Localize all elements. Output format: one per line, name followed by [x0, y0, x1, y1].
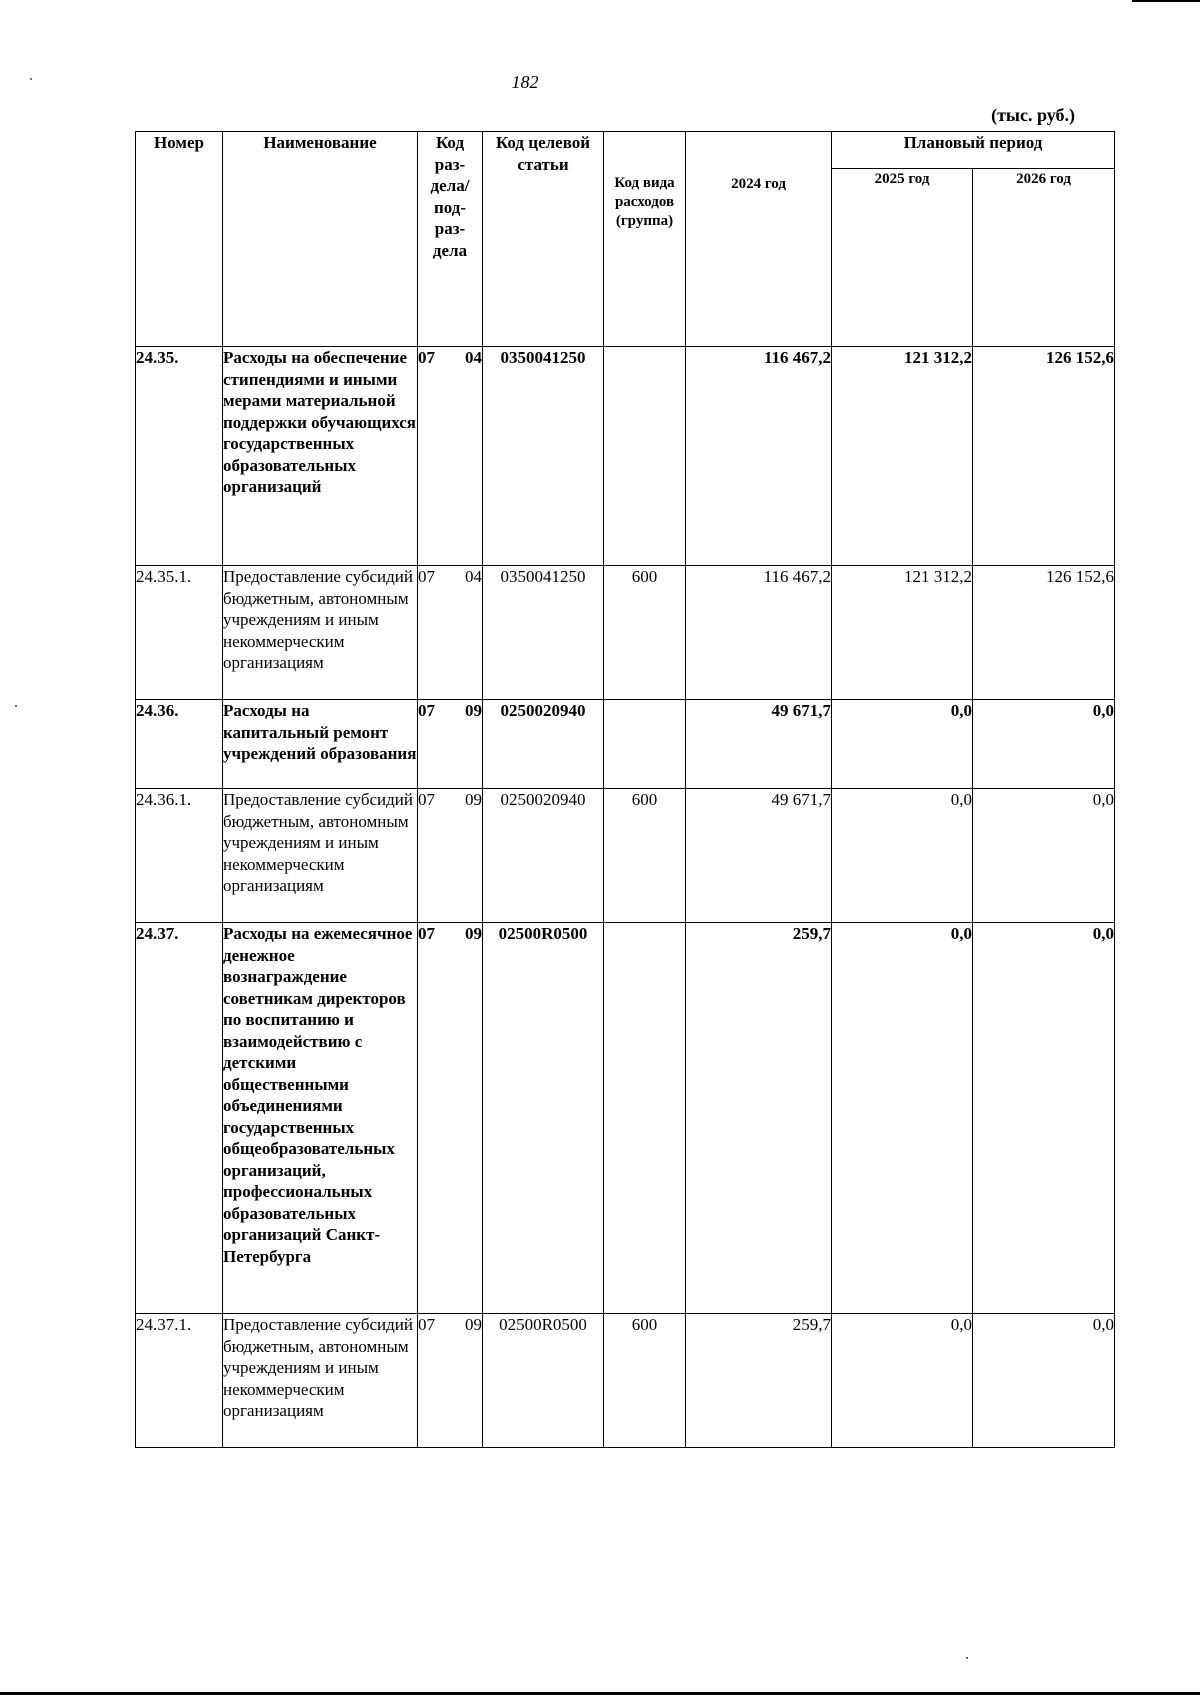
header-number: Номер: [136, 132, 223, 347]
header-2024: 2024 год: [686, 132, 832, 347]
row-amount-2025: 0,0: [832, 700, 973, 789]
row-section-code: [418, 700, 483, 789]
row-name: Предоставление субсидий бюджетным, автономным учреждениям и иным некоммерческим организациям: [223, 789, 418, 923]
row-amount-2026: 0,0: [973, 923, 1115, 1314]
row-amount-2024: 49 671,7: [686, 700, 832, 789]
row-section: 07: [418, 348, 435, 367]
row-amount-2026: 0,0: [973, 700, 1115, 789]
header-2025: 2025 год: [832, 169, 973, 347]
row-amount-2026: 0,0: [973, 789, 1115, 923]
table-row: [136, 566, 1115, 700]
row-name: Расходы на капитальный ремонт учреждений образования: [223, 700, 418, 789]
row-amount-2025: 0,0: [832, 789, 973, 923]
row-section: 07: [418, 567, 435, 586]
row-number: 24.36.1.: [136, 789, 223, 923]
header-2026: 2026 год: [973, 169, 1115, 347]
row-target-code: 02500R0500: [483, 923, 604, 1314]
table-row: [136, 700, 1115, 789]
row-number: 24.35.: [136, 347, 223, 566]
row-target-code: 0250020940: [483, 700, 604, 789]
row-name: Расходы на обеспечение стипендиями и иными мерами материальной поддержки обучающихся государственных образовательных организаций: [223, 347, 418, 566]
table-row: [136, 923, 1115, 1314]
table-row: [136, 347, 1115, 566]
row-expense-kind: [604, 923, 686, 1314]
row-subsection: 04: [465, 567, 482, 586]
header-expense-kind: Код вида расходов (группа): [604, 132, 686, 347]
row-amount-2025: 121 312,2: [832, 347, 973, 566]
row-number: 24.35.1.: [136, 566, 223, 700]
row-subsection: 09: [465, 790, 482, 809]
row-name: Предоставление субсидий бюджетным, автономным учреждениям и иным некоммерческим организациям: [223, 566, 418, 700]
table-row: [136, 1314, 1115, 1448]
row-section: 07: [418, 1315, 435, 1334]
table-row: [136, 789, 1115, 923]
header-name: Наименование: [223, 132, 418, 347]
row-subsection: 09: [465, 924, 482, 943]
row-amount-2024: 259,7: [686, 923, 832, 1314]
row-name: Расходы на ежемесячное денежное вознаграждение советникам директоров по воспитанию и взаимодействию с детскими общественными объединениями государственных общеобразовательных организаций, профессиональных образовательных организаций Санкт-Петербурга: [223, 923, 418, 1314]
row-expense-kind: 600: [604, 789, 686, 923]
row-number: 24.37.: [136, 923, 223, 1314]
row-subsection: 09: [465, 701, 482, 720]
row-amount-2026: 126 152,6: [973, 566, 1115, 700]
row-section-code: [418, 566, 483, 700]
row-amount-2024: 116 467,2: [686, 347, 832, 566]
scan-speck: [15, 705, 17, 707]
row-expense-kind: [604, 700, 686, 789]
row-section: 07: [418, 701, 435, 720]
row-expense-kind: [604, 347, 686, 566]
row-target-code: 02500R0500: [483, 1314, 604, 1448]
row-section-code: [418, 923, 483, 1314]
row-section-code: [418, 347, 483, 566]
scan-speck: [966, 1657, 968, 1659]
row-target-code: 0250020940: [483, 789, 604, 923]
row-section: 07: [418, 790, 435, 809]
header-section-code: Код раз- дела/ под- раз- дела: [418, 132, 483, 347]
row-amount-2024: 259,7: [686, 1314, 832, 1448]
header-row: [136, 132, 1115, 169]
scan-edge-top-right: [1132, 0, 1200, 2]
row-amount-2025: 0,0: [832, 923, 973, 1314]
row-expense-kind: 600: [604, 1314, 686, 1448]
header-planned-period: Плановый период: [832, 132, 1115, 169]
row-number: 24.37.1.: [136, 1314, 223, 1448]
row-number: 24.36.: [136, 700, 223, 789]
row-amount-2024: 116 467,2: [686, 566, 832, 700]
row-amount-2025: 121 312,2: [832, 566, 973, 700]
row-section: 07: [418, 924, 435, 943]
row-target-code: 0350041250: [483, 566, 604, 700]
row-section-code: [418, 789, 483, 923]
row-amount-2024: 49 671,7: [686, 789, 832, 923]
row-section-code: [418, 1314, 483, 1448]
units-label: (тыс. руб.): [991, 105, 1075, 125]
header-target-code: Код целевой статьи: [483, 132, 604, 347]
row-expense-kind: 600: [604, 566, 686, 700]
page-number: 182: [511, 72, 539, 92]
budget-table: [135, 131, 1115, 1448]
row-amount-2026: 0,0: [973, 1314, 1115, 1448]
row-amount-2025: 0,0: [832, 1314, 973, 1448]
row-target-code: 0350041250: [483, 347, 604, 566]
row-amount-2026: 126 152,6: [973, 347, 1115, 566]
row-name: Предоставление субсидий бюджетным, автономным учреждениям и иным некоммерческим организациям: [223, 1314, 418, 1448]
row-subsection: 04: [465, 348, 482, 367]
row-subsection: 09: [465, 1315, 482, 1334]
